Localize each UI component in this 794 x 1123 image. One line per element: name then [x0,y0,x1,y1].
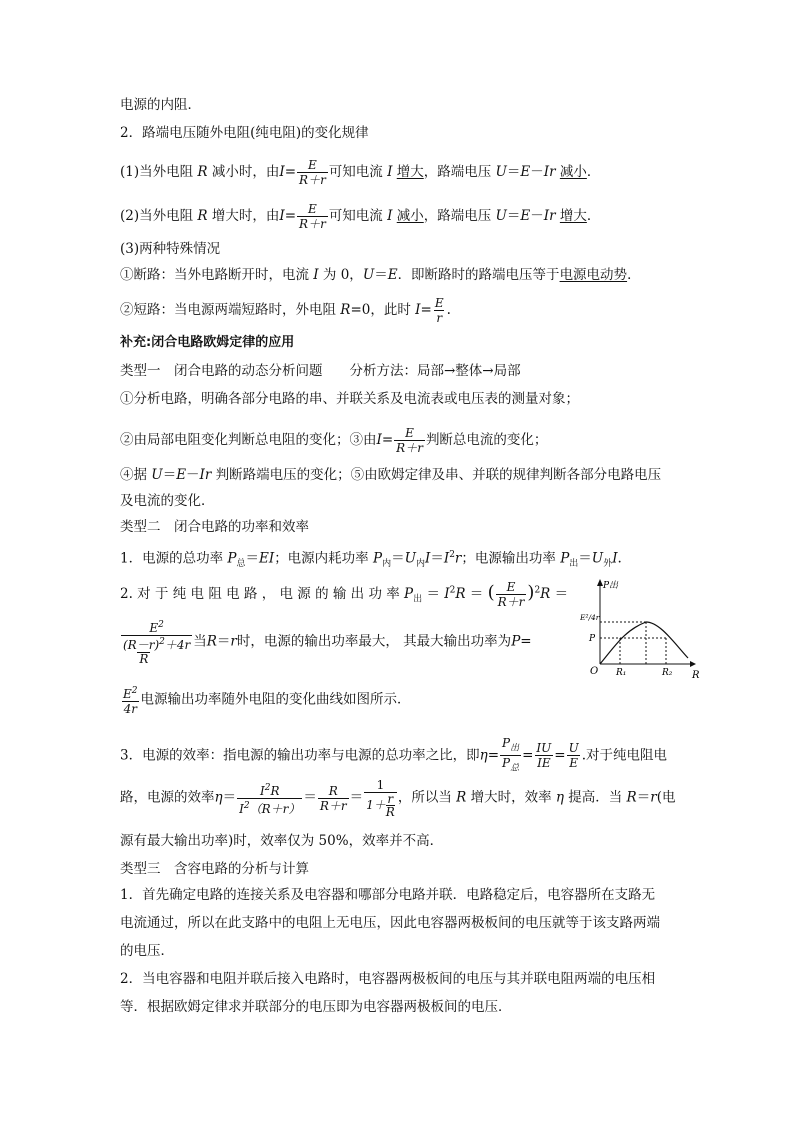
text: 增大时，效率 [470,789,552,806]
text: ．即断路时的路端电压等于 [397,267,560,283]
type-heading [120,860,309,878]
text: 类型三 含容电路的分析与计算 [120,861,309,877]
fraction: $\frac{E}{R+r}$ [396,426,423,455]
text-line: 3．电源的效率：指电源的输出功率与电源的总功率之比，即η= $\frac{P_出}{P_总}$ = $\frac{IU}{IE}$ = $\frac{U}{E}$ .对于纯电阻电 [120,736,667,774]
text: 判断总电流的变化； [425,432,548,448]
text: 当 [193,633,207,650]
text-line: ②由局部电阻变化判断总电阻的变化；③由I= $\frac{E}{R+r}$ 判断总电流的变化； [120,426,548,455]
text-line [120,96,201,114]
text-line: ②短路：当电源两端短路时，外电阻 R=0，此时 I= $\frac{E}{r}$ . [120,296,451,325]
origin-label: O [590,666,599,677]
text-line [120,998,512,1016]
text: ④据 [120,467,147,483]
fraction: $\frac{IU}{IE}$ [536,741,552,771]
y-axis-label: P出 [603,581,619,591]
text-line: 2. 对 于 纯 电 阻 电 路 ， 电 源 的 输 出 功 率 $P_出 = I^2R$ ＝ ( $\frac{E}{R+r}$ )$^2$R ＝ [120,580,569,609]
text-line [120,914,660,932]
fraction: $\frac{E}{R+r}$ [299,158,326,187]
text: =0，此时 [350,302,411,318]
fraction: $\frac{P_出}{P_总}$ [502,736,520,774]
text: ①断路：当外电路断开时，电流 [120,267,309,283]
text: 减小时，由 [211,164,280,180]
text: 类型一 闭合电路的动态分析问题 分析方法：局部→整体→局部 [120,363,521,379]
text: 提高．当 [568,789,623,806]
text-line: ①断路：当外电路断开时，电流 I 为 0，U＝E．即断路时的路端电压等于电源电动势． [120,267,641,283]
blank-answer: 增大 [559,208,587,224]
text: 判断路端电压的变化；⑤由欧姆定律及串、并联的规律判断各部分电路电压 [215,467,662,483]
blank-answer: 增大 [396,164,424,180]
text: (电 [656,789,676,806]
x-axis-label: R [692,670,700,680]
text: ；电源内耗功率 [274,550,369,567]
fraction: $\frac{U}{E}$ [568,741,579,771]
text-line [120,942,174,960]
text: (3)两种特殊情况 [120,241,221,257]
text: 为 0， [322,267,363,283]
fraction: $\frac{E}{R+r}$ [497,580,525,609]
text-line: ④据 U＝E－Ir 判断路端电压的变化；⑤由欧姆定律及串、并联的规律判断各部分电路电压 [120,467,662,483]
power-resistance-graph [580,578,700,680]
fraction: $\frac{E}{R+r}$ [299,202,326,231]
text: 的电压． [120,943,174,959]
fraction: $\frac{R}{R+r}$ [319,783,347,813]
type-heading [120,362,521,380]
text-line [120,684,411,716]
text: (1)当外电阻 [120,164,194,180]
text: 2．路端电压随外电阻(纯电阻)的变化规律 [120,125,369,141]
text: ，所以当 [397,789,452,806]
text-line: (1)当外电阻 R 减小时，由I= $\frac{E}{R+r}$ 可知电流 I 增大，路端电压 U＝E－Ir 减小． [120,158,601,187]
text-line: 1．电源的总功率 $P_总=EI$；电源内耗功率 $P_内=U_内I=I^2r$；电源输出功率 $P_出=U_外I$. [120,550,622,570]
blank-answer: 减小 [559,164,587,180]
text: 对于纯电阻电 [586,747,667,764]
fraction: $\frac{E}{r}$ [434,296,444,325]
text: 时，电源的输出功率最大， 其最大输出功率为 [236,633,512,650]
text-line [120,886,655,904]
x-tick-r2: R₂ [662,668,673,678]
fraction: $\frac{E^2}{4r}$ [123,686,138,716]
text: 2. 对 于 纯 电 阻 电 路 ， 电 源 的 输 出 功 率 [120,586,400,602]
heading-2 [120,124,369,142]
text: 可知电流 [328,164,383,180]
text: 2．当电容器和电阻并联后接入电路时，电容器两极板间的电压与其并联电阻两端的电压相 [120,971,656,987]
text-line [120,970,655,988]
text-line: 路，电源的效率η＝ $\frac{I^2R}{I^2(R+r)}$ ＝ $\frac{R}{R+r}$ ＝ 1 1＋ $\frac{r}{R}$ ，所以当 R 增大时，效率 η 提高．当 R＝r(电 [120,778,676,819]
y-tick-p: P [589,634,596,644]
text: 电源的内阻． [120,97,201,113]
text: 增大时，由 [211,208,280,224]
text: 电流通过，所以在此支路中的电阻上无电压，因此电容器两极板间的电压就等于该支路两端 [120,915,660,931]
type-heading [120,518,309,536]
text-line: (2)当外电阻 R 增大时，由I= $\frac{E}{R+r}$ 可知电流 I 减小，路端电压 U＝E－Ir 增大． [120,202,601,231]
text: ②短路：当电源两端短路时，外电阻 [120,302,336,318]
text: ②由局部电阻变化判断总电阻的变化；③由 [120,432,377,448]
blank-answer: 电源电动势 [559,267,628,283]
text: ；电源输出功率 [461,550,556,567]
fraction: 1 1＋ $\frac{r}{R}$ [366,778,395,819]
text: ，路端电压 [423,164,492,180]
y-tick-max: E²/4r [580,613,600,622]
text: 电源输出功率随外电阻的变化曲线如图所示． [140,691,411,708]
text: 3．电源的效率：指电源的输出功率与电源的总功率之比，即 [120,747,480,764]
text-line: $E^2$ $\frac{(R-r)^2}{R}$ ＋4r 当R＝r时，电源的输出功率最大， 其最大输出功率为P= [123,620,532,666]
fraction: $\frac{I^2R}{I^2(R+r)}$ [239,782,301,816]
text: 及电流的变化． [120,493,215,509]
text: 类型二 闭合电路的功率和效率 [120,519,309,535]
power-curve [600,622,688,664]
text-line [120,240,220,258]
text-line [120,390,579,408]
fraction: $E^2$ $\frac{(R-r)^2}{R}$ ＋4r [123,620,191,666]
text-line [120,492,215,510]
text: 源有最大输出功率)时，效率仅为 50%，效率并不高． [120,833,444,849]
section-heading [120,334,294,352]
x-axis-arrow [690,661,696,667]
text: 1．电源的总功率 [120,550,224,567]
text: ①分析电路，明确各部分电路的串、并联关系及电流表或电压表的测量对象； [120,391,579,407]
x-tick-r1: R₁ [616,668,627,678]
text: 补充:闭合电路欧姆定律的应用 [120,335,295,350]
blank-answer: 减小 [396,208,424,224]
text-line [120,832,443,850]
text: 路，电源的效率 [120,789,215,806]
text: 1．首先确定电路的连接关系及电容器和哪部分电路并联．电路稳定后，电容器所在支路无 [120,887,656,903]
text: 等．根据欧姆定律求并联部分的电压即为电容器两极板间的电压． [120,999,512,1015]
